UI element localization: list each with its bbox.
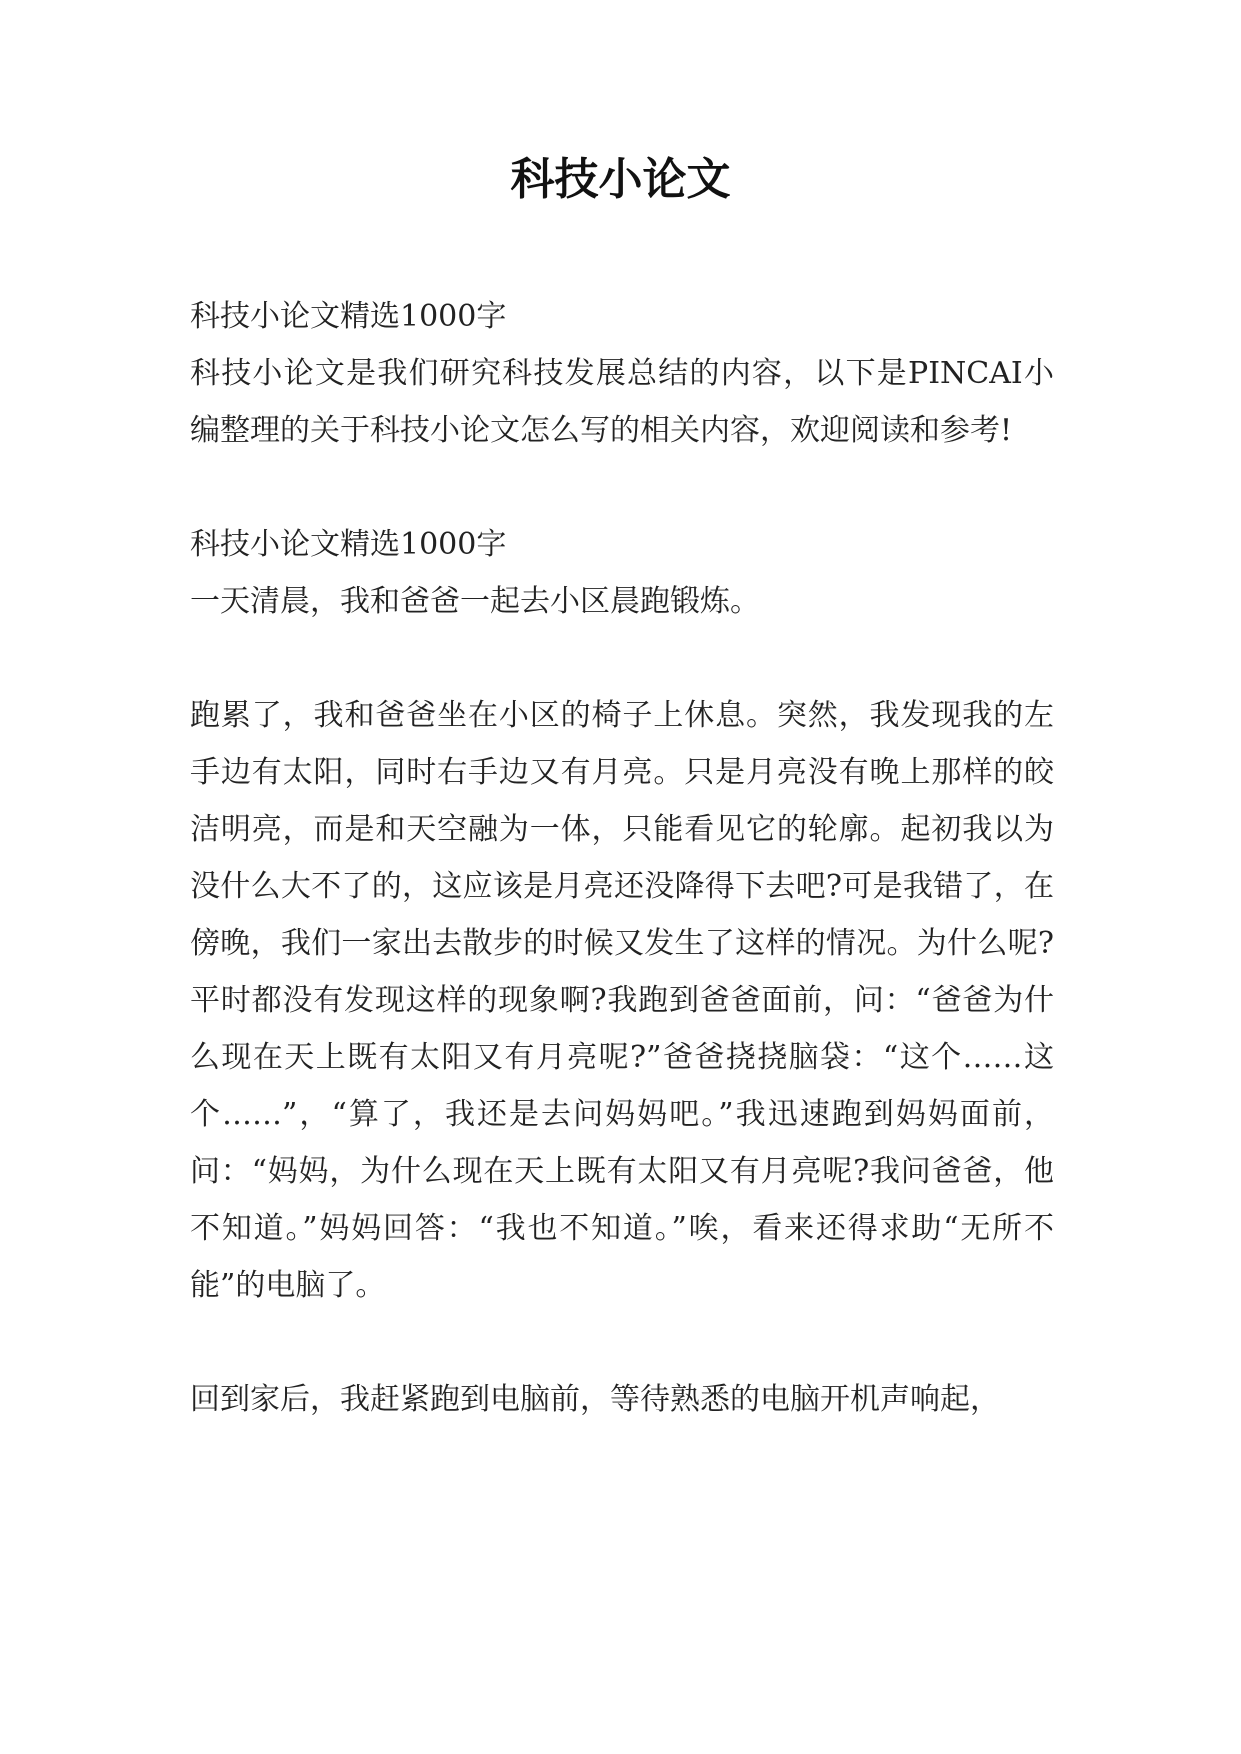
body-paragraph: 跑累了，我和爸爸坐在小区的椅子上休息。突然，我发现我的左手边有太阳，同时右手边又有月亮。只是月亮没有晚上那样的皎洁明亮，而是和天空融为一体，只能看见它的轮廓。起初我以为没什么大不了的，这应该是月亮还没降得下去吧?可是我错了，在傍晚，我们一家出去散步的时候又发生了这样的情况。为什么呢?平时都没有发现这样的现象啊?我跑到爸爸面前，问：“爸爸为什么现在天上既有太阳又有月亮呢?”爸爸挠挠脑袋：“这个……这个……”，“算了，我还是去问妈妈吧。”我迅速跑到妈妈面前，问：“妈妈，为什么现在天上既有太阳又有月亮呢?我问爸爸，他不知道。”妈妈回答：“我也不知道。”唉，看来还得求助“无所不能”的电脑了。 — [190, 698, 1054, 1303]
subtitle-line: 科技小论文精选1000字 — [190, 299, 507, 334]
body-paragraph: 一天清晨，我和爸爸一起去小区晨跑锻炼。 — [190, 584, 760, 619]
paragraph-spacer — [190, 459, 1054, 516]
document-body — [190, 288, 1054, 1428]
paragraph-spacer — [190, 1314, 1054, 1371]
body-paragraph: 回到家后，我赶紧跑到电脑前，等待熟悉的电脑开机声响起， — [190, 1382, 1000, 1417]
intro-paragraph: 科技小论文是我们研究科技发展总结的内容，以下是PINCAI小编整理的关于科技小论文怎么写的相关内容，欢迎阅读和参考! — [190, 356, 1054, 448]
section-heading: 科技小论文精选1000字 — [190, 527, 507, 562]
paragraph-spacer — [190, 630, 1054, 687]
document-title: 科技小论文 — [510, 154, 731, 205]
